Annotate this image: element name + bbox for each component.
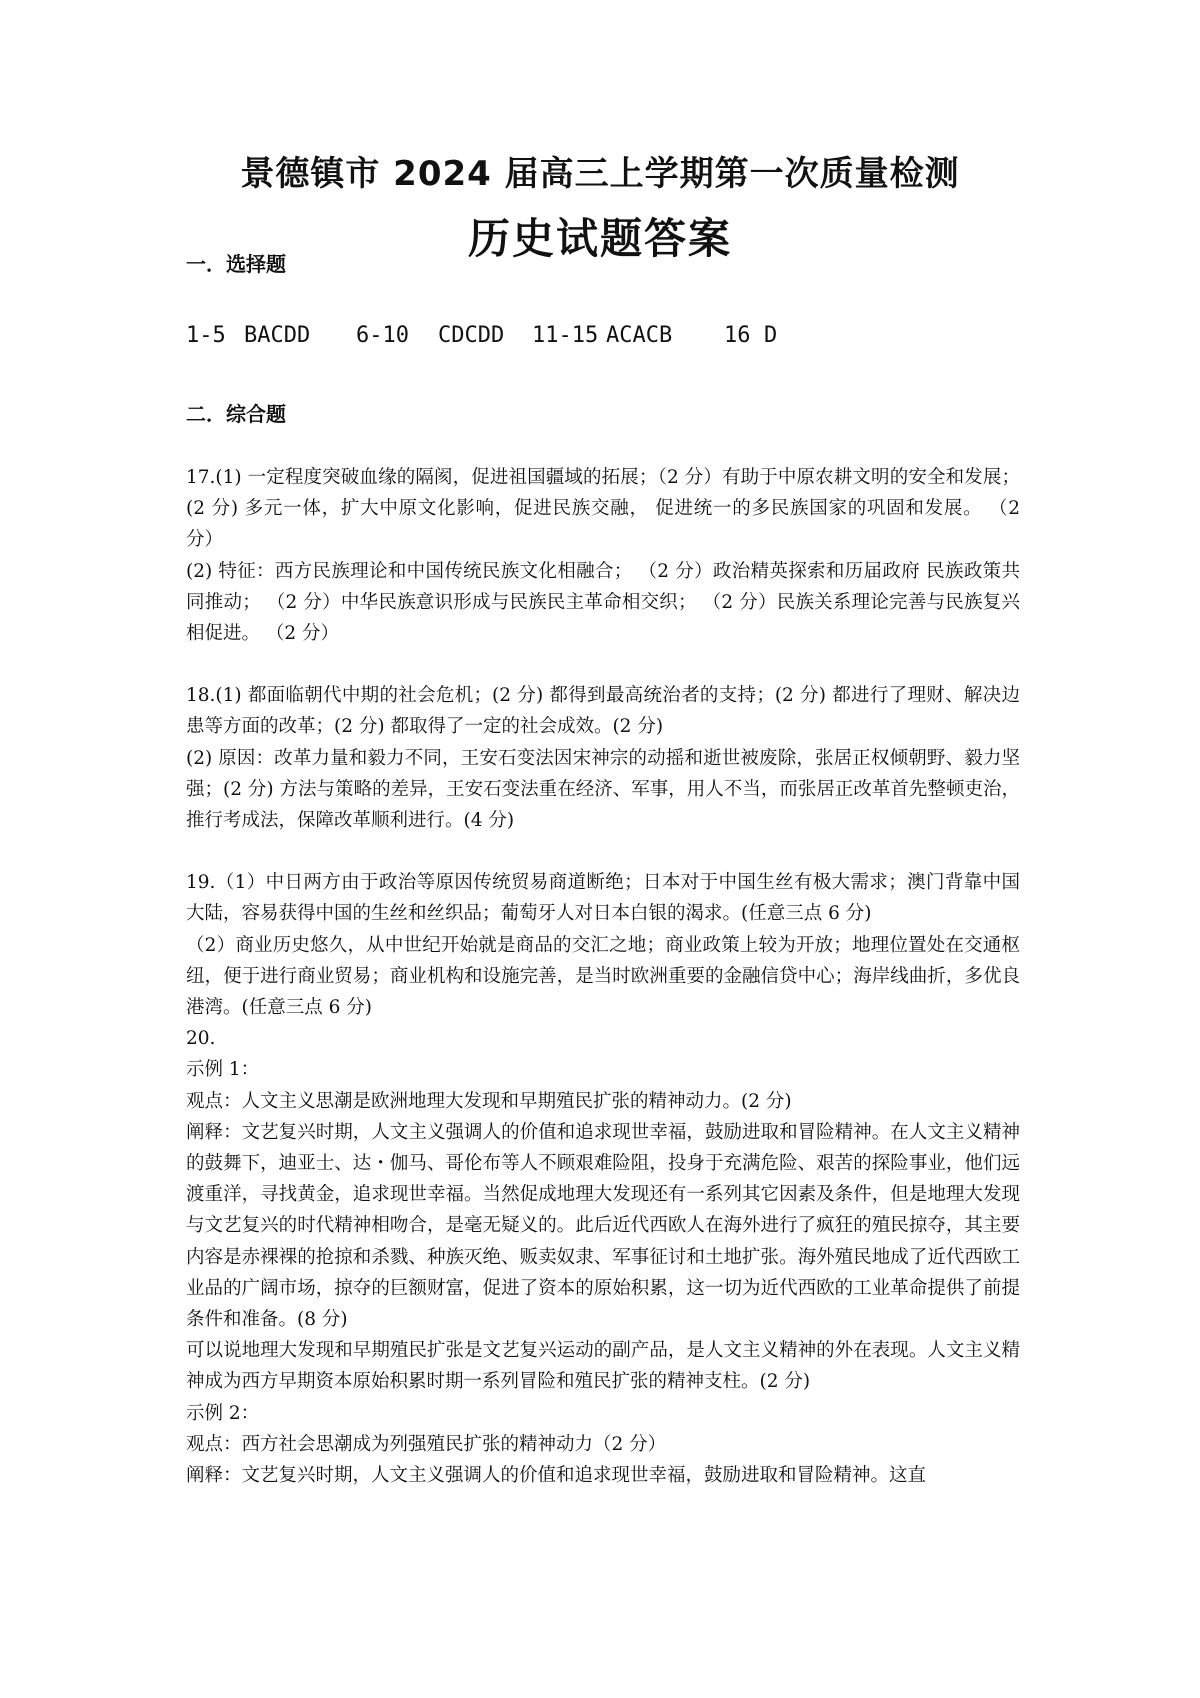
answer-paragraph: (2) 特征：西方民族理论和中国传统民族文化相融合； （2 分）政治精英探索和历届政府 民族政策共同推动； （2 分）中华民族意识形成与民族民主革命相交织； （2 分）民族关系理论完善与民族复兴相促进。 （2 分） bbox=[186, 560, 1020, 645]
answer-paragraph: （2）商业历史悠久，从中世纪开始就是商品的交汇之地；商业政策上较为开放；地理位置处在交通枢纽，便于进行商业贸易；商业机构和设施完善，是当时欧洲重要的金融信贷中心；海岸线曲折，多优良港湾。(任意三点 6 分) bbox=[186, 934, 1020, 1019]
answer-paragraph: 阐释：文艺复兴时期，人文主义强调人的价值和追求现世幸福，鼓励进取和冒险精神。在人文主义精神的鼓舞下，迪亚士、达・伽马、哥伦布等人不顾艰难险阻，投身于充满危险、艰苦的探险事业，他们远渡重洋，寻找黄金，追求现世幸福。当然促成地理大发现还有一系列其它因素及条件，但是地理大发现与文艺复兴的时代精神相吻合，是毫无疑义的。此后近代西欧人在海外进行了疯狂的殖民掠夺，其主要内容是赤裸裸的抢掠和杀戮、种族灭绝、贩卖奴隶、军事征讨和土地扩张。海外殖民地成了近代西欧工业品的广阔市场，掠夺的巨额财富，促进了资本的原始积累，这一切为近代西欧的工业革命提供了前提条件和准备。(8 分) bbox=[186, 1121, 1020, 1331]
answer-paragraph: 20. bbox=[186, 1028, 216, 1050]
answer-paragraph: 观点：西方社会思潮成为列强殖民扩张的精神动力（2 分） bbox=[186, 1433, 667, 1455]
answer-paragraph: 18.(1) 都面临朝代中期的社会危机；(2 分) 都得到最高统治者的支持；(2 分) 都进行了理财、解决边患等方面的改革；(2 分) 都取得了一定的社会成效。(2 分) bbox=[186, 685, 1020, 738]
comprehensive-answers bbox=[186, 462, 1020, 1491]
section-heading-comprehensive: 二．综合题 bbox=[186, 402, 286, 426]
exam-title: 景德镇市 2024 届高三上学期第一次质量检测 bbox=[240, 154, 960, 194]
answer-paragraph: 示例 1： bbox=[186, 1059, 260, 1081]
exam-subtitle: 历史试题答案 bbox=[467, 214, 732, 263]
answer-paragraph: 17.(1) 一定程度突破血缘的隔阂，促进祖国疆域的拓展；（2 分）有助于中原农耕文明的安全和发展；(2 分) 多元一体，扩大中原文化影响，促进民族交融， 促进统一的多民族国家的巩固和发展。 （2 分） bbox=[186, 467, 1020, 551]
answer-paragraph: (2) 原因：改革力量和毅力不同，王安石变法因宋神宗的动摇和逝世被废除，张居正权倾朝野、毅力坚强；(2 分) 方法与策略的差异，王安石变法重在经济、军事，用人不当，而张居正改革首先整顿吏治，推行考成法，保障改革顺利进行。(4 分) bbox=[186, 747, 1020, 832]
answer-paragraph: 示例 2： bbox=[186, 1402, 260, 1424]
answer-paragraph: 19.（1）中日两方由于政治等原因传统贸易商道断绝；日本对于中国生丝有极大需求；澳门背靠中国大陆，容易获得中国的生丝和丝织品；葡萄牙人对日本白银的渴求。(任意三点 6 分) bbox=[186, 872, 1020, 925]
answer-range: 1-5 bbox=[186, 323, 226, 348]
paragraph-gap bbox=[186, 836, 1020, 867]
section-heading-choice: 一．选择题 bbox=[186, 252, 286, 276]
answer-range: 6-10 bbox=[356, 323, 409, 348]
answer-letters: D bbox=[764, 323, 778, 348]
answer-range: 16 bbox=[724, 323, 751, 348]
answer-paragraph: 观点：人文主义思潮是欧洲地理大发现和早期殖民扩张的精神动力。(2 分) bbox=[186, 1090, 792, 1112]
answer-letters: CDCDD bbox=[438, 323, 505, 348]
answer-letters: BACDD bbox=[244, 323, 311, 348]
answer-paragraph: 阐释：文艺复兴时期，人文主义强调人的价值和追求现世幸福，鼓励进取和冒险精神。这直 bbox=[186, 1465, 927, 1487]
paragraph-gap bbox=[186, 649, 1020, 680]
choice-answers-row bbox=[186, 320, 777, 352]
answer-letters: ACACB bbox=[606, 323, 673, 348]
answer-paragraph: 可以说地理大发现和早期殖民扩张是文艺复兴运动的副产品，是人文主义精神的外在表现。人文主义精神成为西方早期资本原始积累时期一系列冒险和殖民扩张的精神支柱。(2 分) bbox=[186, 1340, 1020, 1393]
answer-range: 11-15 bbox=[532, 323, 599, 348]
